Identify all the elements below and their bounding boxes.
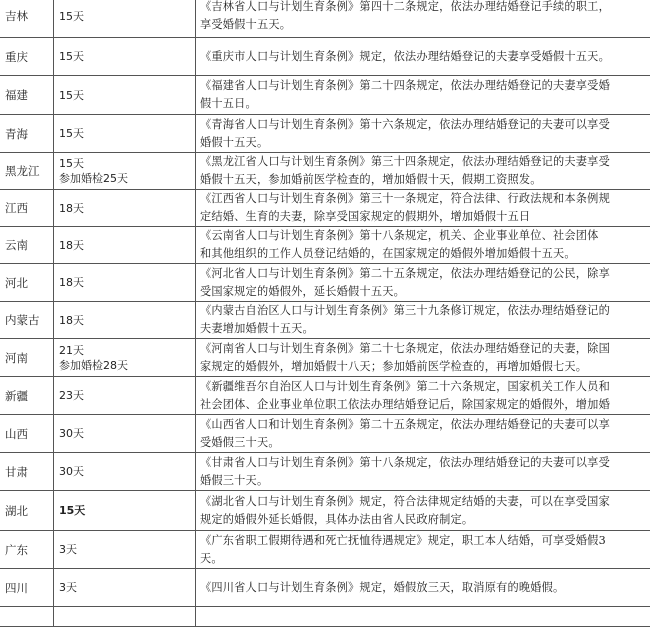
- region-cell: 湖北: [0, 491, 54, 531]
- table-row: [0, 339, 650, 377]
- leave-days-text: 15天: [59, 503, 195, 518]
- table-row: [0, 453, 650, 491]
- regulation-text-line: 《福建省人口与计划生育条例》第二十四条规定，依法办理结婚登记的夫妻享受婚: [200, 77, 647, 95]
- leave-days-cell: [54, 415, 196, 453]
- regulation-text-line: 《山西省人口和计划生育条例》第二十五条规定，依法办理结婚登记的夫妻可以享: [200, 416, 647, 434]
- leave-days-text: 参加婚检25天: [59, 171, 195, 186]
- regulation-cell: [196, 302, 650, 339]
- table-row: [0, 76, 650, 115]
- leave-days-text: 3天: [59, 580, 195, 595]
- region-cell: 四川: [0, 569, 54, 607]
- regulation-cell: [196, 453, 650, 491]
- leave-days-text: 参加婚检28天: [59, 358, 195, 373]
- regulation-text-line: 受婚假三十天。: [200, 434, 647, 452]
- regulation-cell: [196, 339, 650, 377]
- regulation-text-line: 婚假十五天。: [200, 134, 647, 152]
- leave-days-cell: [54, 339, 196, 377]
- regulation-text-line: 受国家规定的婚假外，延长婚假十五天。: [200, 283, 647, 301]
- leave-days-cell: [54, 76, 196, 115]
- regulation-text-line: 《重庆市人口与计划生育条例》规定，依法办理结婚登记的夫妻享受婚假十五天。: [200, 48, 647, 66]
- leave-days-cell: [54, 0, 196, 38]
- regulation-cell: [196, 569, 650, 607]
- region-cell: 河南: [0, 339, 54, 377]
- regulation-text-line: 《黑龙江省人口与计划生育条例》第三十四条规定，依法办理结婚登记的夫妻享受: [200, 153, 647, 171]
- regulation-text-line: 天。: [200, 550, 647, 568]
- table-row: [0, 491, 650, 531]
- regulation-text-line: 享受婚假十五天。: [200, 16, 647, 34]
- table-row: [0, 377, 650, 415]
- table-row: [0, 227, 650, 264]
- regulation-text-line: 家规定的婚假外，增加婚假十八天；参加婚前医学检查的，再增加婚假七天。: [200, 358, 647, 376]
- regulation-text-line: 规定的婚假外延长婚假，具体办法由省人民政府制定。: [200, 511, 647, 529]
- leave-days-text: 15天: [59, 9, 195, 24]
- leave-days-cell: [54, 153, 196, 190]
- region-cell: 青海: [0, 115, 54, 153]
- leave-days-text: 18天: [59, 238, 195, 253]
- table-row: [0, 264, 650, 302]
- region-cell: 新疆: [0, 377, 54, 415]
- regulation-text-line: 《内蒙古自治区人口与计划生育条例》第三十九条修订规定，依法办理结婚登记的: [200, 302, 647, 320]
- regulation-text-line: 《江西省人口与计划生育条例》第三十一条规定，符合法律、行政法规和本条例规: [200, 190, 647, 208]
- regulation-cell: [196, 0, 650, 38]
- region-cell: 黑龙江: [0, 153, 54, 190]
- regulation-cell: [196, 377, 650, 415]
- regulation-cell: [196, 531, 650, 569]
- leave-days-cell: [54, 115, 196, 153]
- leave-days-cell: [54, 377, 196, 415]
- regulation-text-line: 《云南省人口与计划生育条例》第十八条规定，机关、企业事业单位、社会团体: [200, 227, 647, 245]
- region-cell: 云南: [0, 227, 54, 264]
- regulation-cell: [196, 190, 650, 227]
- regulation-text-line: 和其他组织的工作人员登记结婚的，在国家规定的婚假外增加婚假十五天。: [200, 245, 647, 263]
- leave-days-text: 15天: [59, 126, 195, 141]
- region-cell: 重庆: [0, 38, 54, 76]
- region-cell: 甘肃: [0, 453, 54, 491]
- regulation-text-line: 《河北省人口与计划生育条例》第二十五条规定，依法办理结婚登记的公民，除享: [200, 265, 647, 283]
- table-row: [0, 415, 650, 453]
- leave-days-cell: [54, 453, 196, 491]
- leave-days-text: 15天: [59, 49, 195, 64]
- regulation-cell: [196, 227, 650, 264]
- leave-days-text: 30天: [59, 464, 195, 479]
- region-cell: 河北: [0, 264, 54, 302]
- regulation-cell: [196, 76, 650, 115]
- regulation-cell: [196, 38, 650, 76]
- table-row: [0, 302, 650, 339]
- region-cell: 福建: [0, 76, 54, 115]
- leave-days-text: 18天: [59, 313, 195, 328]
- table-row: [0, 531, 650, 569]
- regulation-text-line: 夫妻增加婚假十五天。: [200, 320, 647, 338]
- leave-days-cell: [54, 264, 196, 302]
- leave-days-text: 18天: [59, 201, 195, 216]
- table-row: [0, 569, 650, 607]
- regulation-cell: [196, 115, 650, 153]
- regulation-text-line: 《广东省职工假期待遇和死亡抚恤待遇规定》规定，职工本人结婚，可享受婚假3: [200, 532, 647, 550]
- leave-days-cell: [54, 38, 196, 76]
- regulation-text-line: 婚假三十天。: [200, 472, 647, 490]
- regulation-cell: [196, 491, 650, 531]
- leave-days-text: 3天: [59, 542, 195, 557]
- leave-days-cell: [54, 190, 196, 227]
- leave-days-cell: [54, 569, 196, 607]
- region-cell: 内蒙古: [0, 302, 54, 339]
- regulation-text-line: 《湖北省人口与计划生育条例》规定，符合法律规定结婚的夫妻，可以在享受国家: [200, 493, 647, 511]
- regulation-cell: [196, 607, 650, 627]
- region-cell: 吉林: [0, 0, 54, 38]
- region-cell: 山西: [0, 415, 54, 453]
- table-row: [0, 153, 650, 190]
- leave-days-text: 18天: [59, 275, 195, 290]
- leave-days-text: 23天: [59, 388, 195, 403]
- table-row: [0, 38, 650, 76]
- table-row: [0, 115, 650, 153]
- leave-days-text: 21天: [59, 343, 195, 358]
- leave-days-cell: [54, 607, 196, 627]
- regulation-text-line: 定结婚、生育的夫妻，除享受国家规定的假期外，增加婚假十五日: [200, 208, 647, 226]
- region-cell: 江西: [0, 190, 54, 227]
- leave-days-cell: [54, 491, 196, 531]
- table-row: [0, 190, 650, 227]
- regulation-text-line: 《吉林省人口与计划生育条例》第四十二条规定，依法办理结婚登记手续的职工，: [200, 0, 647, 16]
- regulation-text-line: 《河南省人口与计划生育条例》第二十七条规定，依法办理结婚登记的夫妻，除国: [200, 340, 647, 358]
- regulation-text-line: 《四川省人口与计划生育条例》规定，婚假放三天，取消原有的晚婚假。: [200, 579, 647, 597]
- regulation-text-line: 假十五日。: [200, 95, 647, 113]
- leave-days-cell: [54, 227, 196, 264]
- region-cell: [0, 607, 54, 627]
- regulation-text-line: 社会团体、企业事业单位职工依法办理结婚登记后，除国家规定的婚假外，增加婚: [200, 396, 647, 414]
- table-row: [0, 607, 650, 627]
- regulation-text-line: 《青海省人口与计划生育条例》第十六条规定，依法办理结婚登记的夫妻可以享受: [200, 116, 647, 134]
- leave-days-text: 15天: [59, 88, 195, 103]
- leave-days-cell: [54, 531, 196, 569]
- regulation-text-line: 婚假十五天，参加婚前医学检查的，增加婚假十天，假期工资照发。: [200, 171, 647, 189]
- table-row: [0, 0, 650, 38]
- leave-days-cell: [54, 302, 196, 339]
- regulation-cell: [196, 415, 650, 453]
- regulation-text-line: 《新疆维吾尔自治区人口与计划生育条例》第二十六条规定，国家机关工作人员和: [200, 378, 647, 396]
- leave-days-text: 15天: [59, 156, 195, 171]
- regulation-cell: [196, 153, 650, 190]
- leave-days-text: 30天: [59, 426, 195, 441]
- regulation-cell: [196, 264, 650, 302]
- regulation-text-line: 《甘肃省人口与计划生育条例》第十八条规定，依法办理结婚登记的夫妻可以享受: [200, 454, 647, 472]
- region-cell: 广东: [0, 531, 54, 569]
